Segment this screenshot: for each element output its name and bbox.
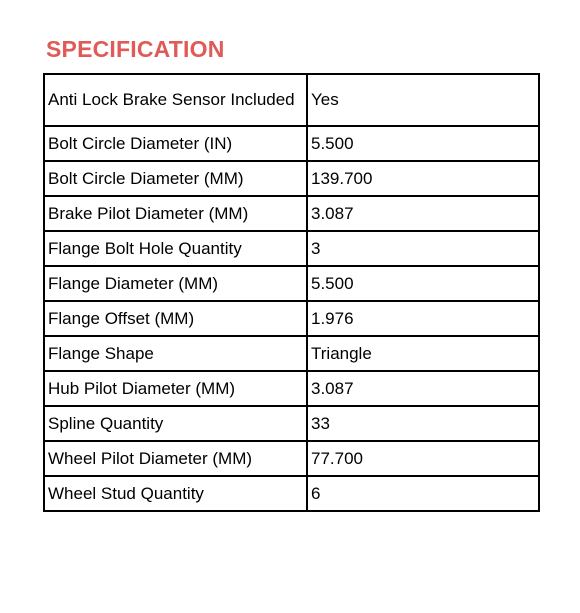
spec-value-cell: Yes	[307, 74, 539, 126]
table-row	[44, 126, 539, 161]
spec-value-cell: 3.087	[307, 196, 539, 231]
table-row	[44, 301, 539, 336]
spec-value-cell: 3	[307, 231, 539, 266]
spec-value-cell: 33	[307, 406, 539, 441]
spec-name-cell: Flange Bolt Hole Quantity	[44, 231, 307, 266]
spec-value-cell: 6	[307, 476, 539, 511]
spec-value-cell: Triangle	[307, 336, 539, 371]
spec-value-cell: 1.976	[307, 301, 539, 336]
table-row	[44, 161, 539, 196]
spec-name-cell: Flange Shape	[44, 336, 307, 371]
spec-value-cell: 5.500	[307, 126, 539, 161]
spec-name-cell: Flange Offset (MM)	[44, 301, 307, 336]
table-row	[44, 74, 539, 126]
table-row	[44, 336, 539, 371]
table-row	[44, 371, 539, 406]
specification-heading: SPECIFICATION	[46, 36, 225, 62]
spec-name-cell: Anti Lock Brake Sensor Included	[44, 74, 307, 126]
spec-value-cell: 77.700	[307, 441, 539, 476]
table-row	[44, 266, 539, 301]
spec-name-cell: Wheel Pilot Diameter (MM)	[44, 441, 307, 476]
spec-name-cell: Brake Pilot Diameter (MM)	[44, 196, 307, 231]
table-row	[44, 231, 539, 266]
spec-value-cell: 3.087	[307, 371, 539, 406]
spec-name-cell: Flange Diameter (MM)	[44, 266, 307, 301]
specification-table	[43, 73, 540, 512]
table-row	[44, 476, 539, 511]
table-row	[44, 406, 539, 441]
spec-name-cell: Bolt Circle Diameter (MM)	[44, 161, 307, 196]
spec-name-cell: Wheel Stud Quantity	[44, 476, 307, 511]
spec-value-cell: 139.700	[307, 161, 539, 196]
spec-value-cell: 5.500	[307, 266, 539, 301]
spec-name-cell: Bolt Circle Diameter (IN)	[44, 126, 307, 161]
spec-name-cell: Hub Pilot Diameter (MM)	[44, 371, 307, 406]
table-row	[44, 441, 539, 476]
spec-name-cell: Spline Quantity	[44, 406, 307, 441]
table-row	[44, 196, 539, 231]
